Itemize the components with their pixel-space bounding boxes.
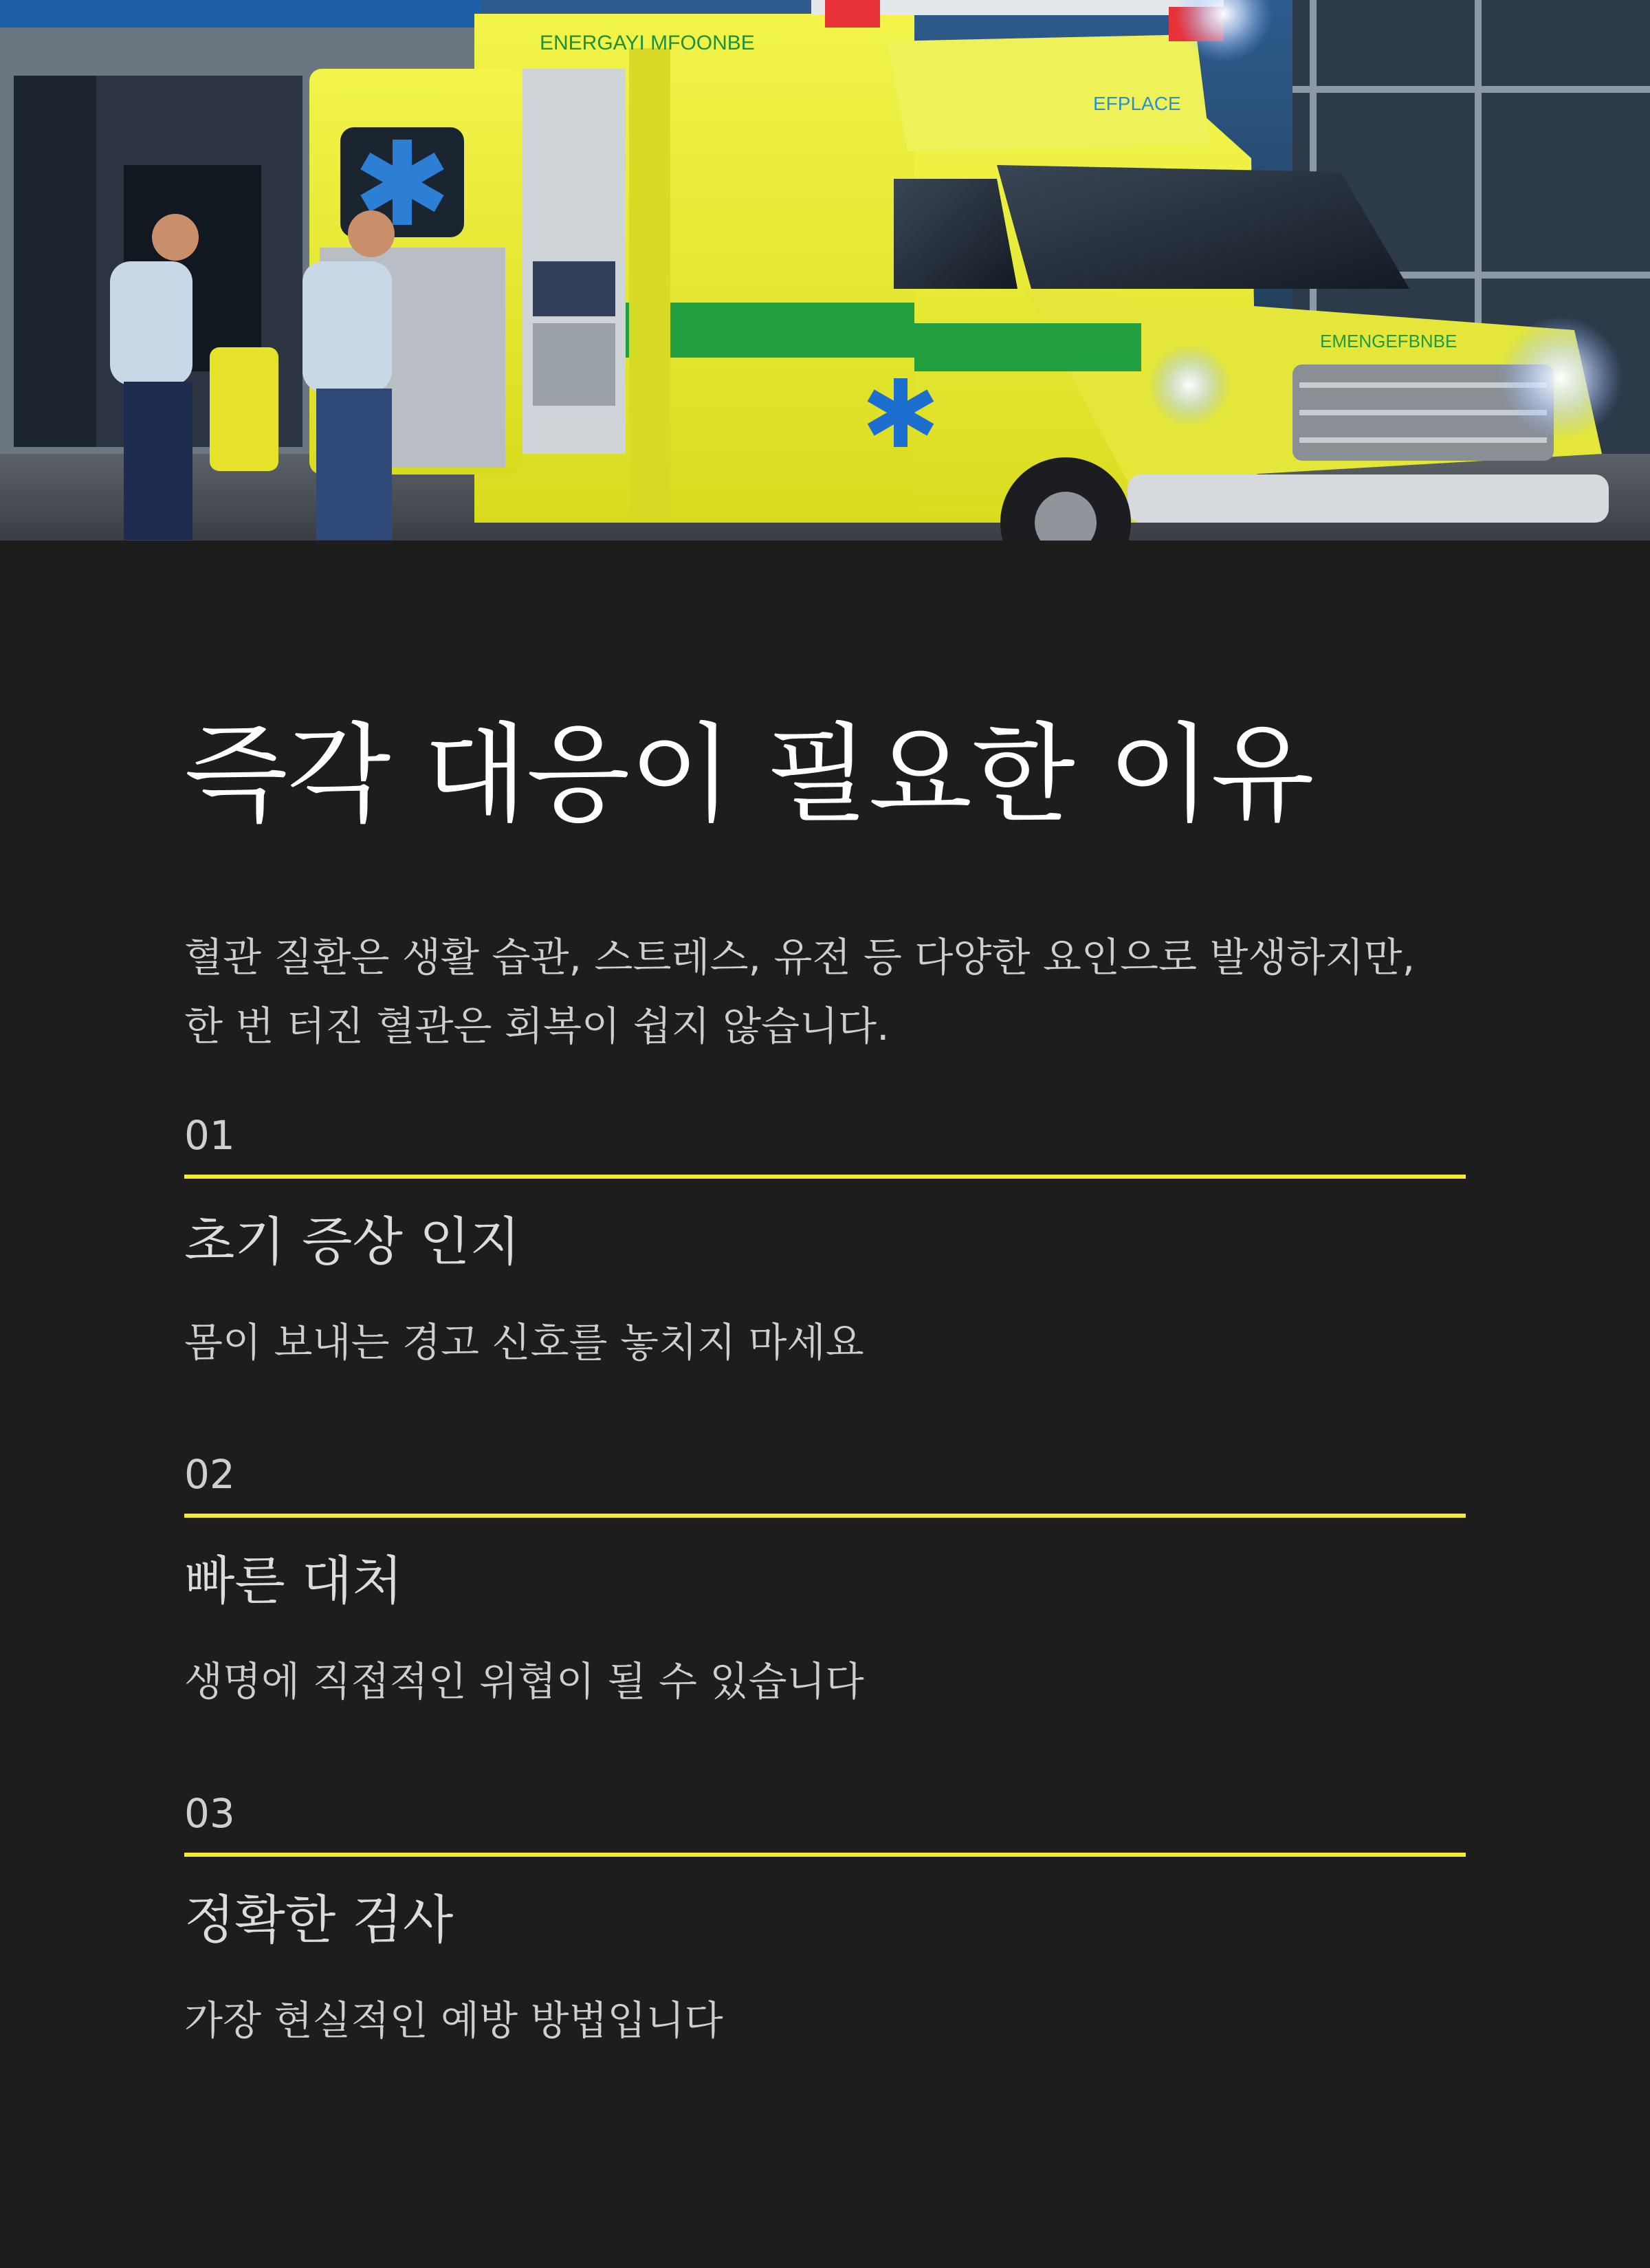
hero-image [0, 0, 1650, 541]
item-number: 03 [184, 1790, 235, 1837]
intro-line: 한 번 터진 혈관은 회복이 쉽지 않습니다. [184, 1003, 890, 1049]
section-title: 즉각 대응이 필요한 이유 [184, 712, 1314, 837]
accent-divider [184, 1514, 1466, 1518]
item-title: 빠른 대처 [184, 1550, 403, 1611]
svg-text:ENERGAYI MFOONBE: ENERGAYI MFOONBE [540, 32, 755, 54]
intro-line: 혈관 질환은 생활 습관, 스트레스, 유전 등 다양한 요인으로 발생하지만, [184, 934, 1416, 981]
accent-divider [184, 1853, 1466, 1857]
item-number: 01 [184, 1112, 235, 1159]
item-number: 02 [184, 1451, 235, 1498]
item-title: 초기 증상 인지 [184, 1211, 520, 1272]
item-title: 정확한 검사 [184, 1889, 454, 1950]
item-description: 가장 현실적인 예방 방법입니다 [184, 1997, 723, 2044]
svg-text:EFPLACE: EFPLACE [1093, 93, 1181, 114]
item-description: 생명에 직접적인 위협이 될 수 있습니다 [184, 1658, 864, 1705]
item-description: 몸이 보내는 경고 신호를 놓치지 마세요 [184, 1319, 864, 1366]
section-intro [184, 923, 1463, 1060]
accent-divider [184, 1175, 1466, 1179]
svg-text:EMENGEFBNBE: EMENGEFBNBE [1320, 331, 1458, 351]
